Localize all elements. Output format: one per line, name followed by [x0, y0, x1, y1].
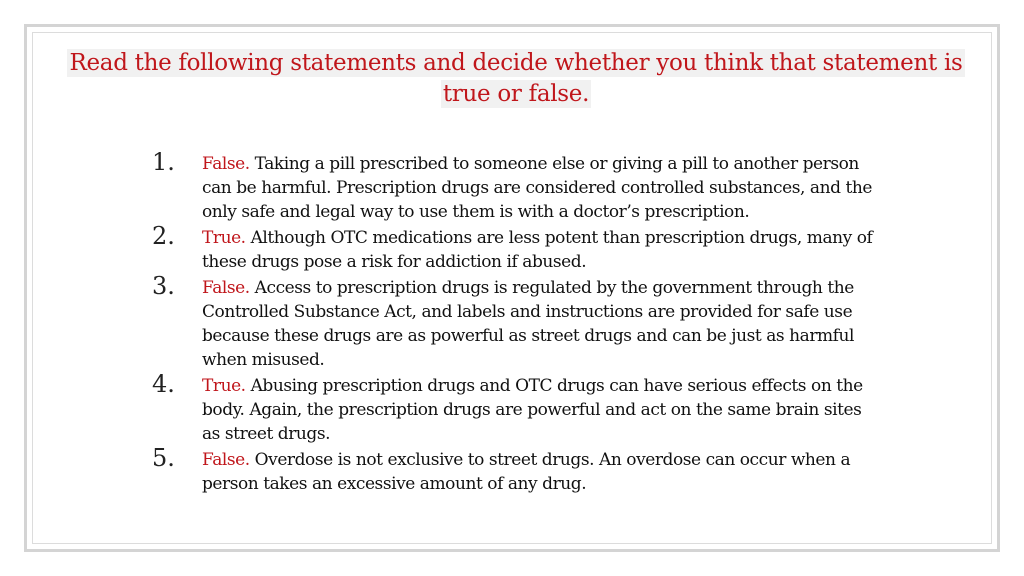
- answer-body: [202, 274, 880, 372]
- answer-verdict: True.: [202, 228, 246, 248]
- answer-text: Overdose is not exclusive to street drugs. An overdose can occur when a person takes an excessive amount of any drug.: [202, 450, 851, 494]
- answer-item-1: [140, 150, 880, 224]
- answer-text: Access to prescription drugs is regulated by the government through the Controlled Substance Act, and labels and instructions are provided for safe use because these drugs are as powerful as street drugs and can be just as harmful when misused.: [202, 278, 855, 370]
- answer-text: Although OTC medications are less potent than prescription drugs, many of these drugs pose a risk for addiction if abused.: [202, 228, 873, 272]
- answer-number: 2.: [152, 222, 175, 250]
- answer-body: [202, 446, 880, 496]
- answer-text: Abusing prescription drugs and OTC drugs can have serious effects on the body. Again, the prescription drugs are powerful and act on the same brain sites as street drugs.: [202, 376, 863, 444]
- answer-number: 1.: [152, 148, 175, 176]
- answer-item-3: [140, 274, 880, 372]
- answer-number: 5.: [152, 444, 175, 472]
- answer-verdict: False.: [202, 154, 250, 174]
- answer-item-5: [140, 446, 880, 496]
- answer-number: 3.: [152, 272, 175, 300]
- answers-list: [140, 150, 880, 496]
- answer-text: Taking a pill prescribed to someone else or giving a pill to another person can be harmful. Prescription drugs are considered controlled substances, and the only safe and legal way to use them is with a doctor’s prescription.: [202, 154, 872, 222]
- answer-item-4: [140, 372, 880, 446]
- answer-verdict: False.: [202, 278, 250, 298]
- answer-verdict: True.: [202, 376, 246, 396]
- answer-body: [202, 150, 880, 224]
- title-line-2: true or false.: [442, 81, 590, 107]
- answer-number: 4.: [152, 370, 175, 398]
- slide-title: [64, 48, 968, 110]
- answer-body: [202, 372, 880, 446]
- answer-body: [202, 224, 880, 274]
- title-line-1: Read the following statements and decide whether you think that statement is: [69, 50, 963, 76]
- answer-verdict: False.: [202, 450, 250, 470]
- answer-item-2: [140, 224, 880, 274]
